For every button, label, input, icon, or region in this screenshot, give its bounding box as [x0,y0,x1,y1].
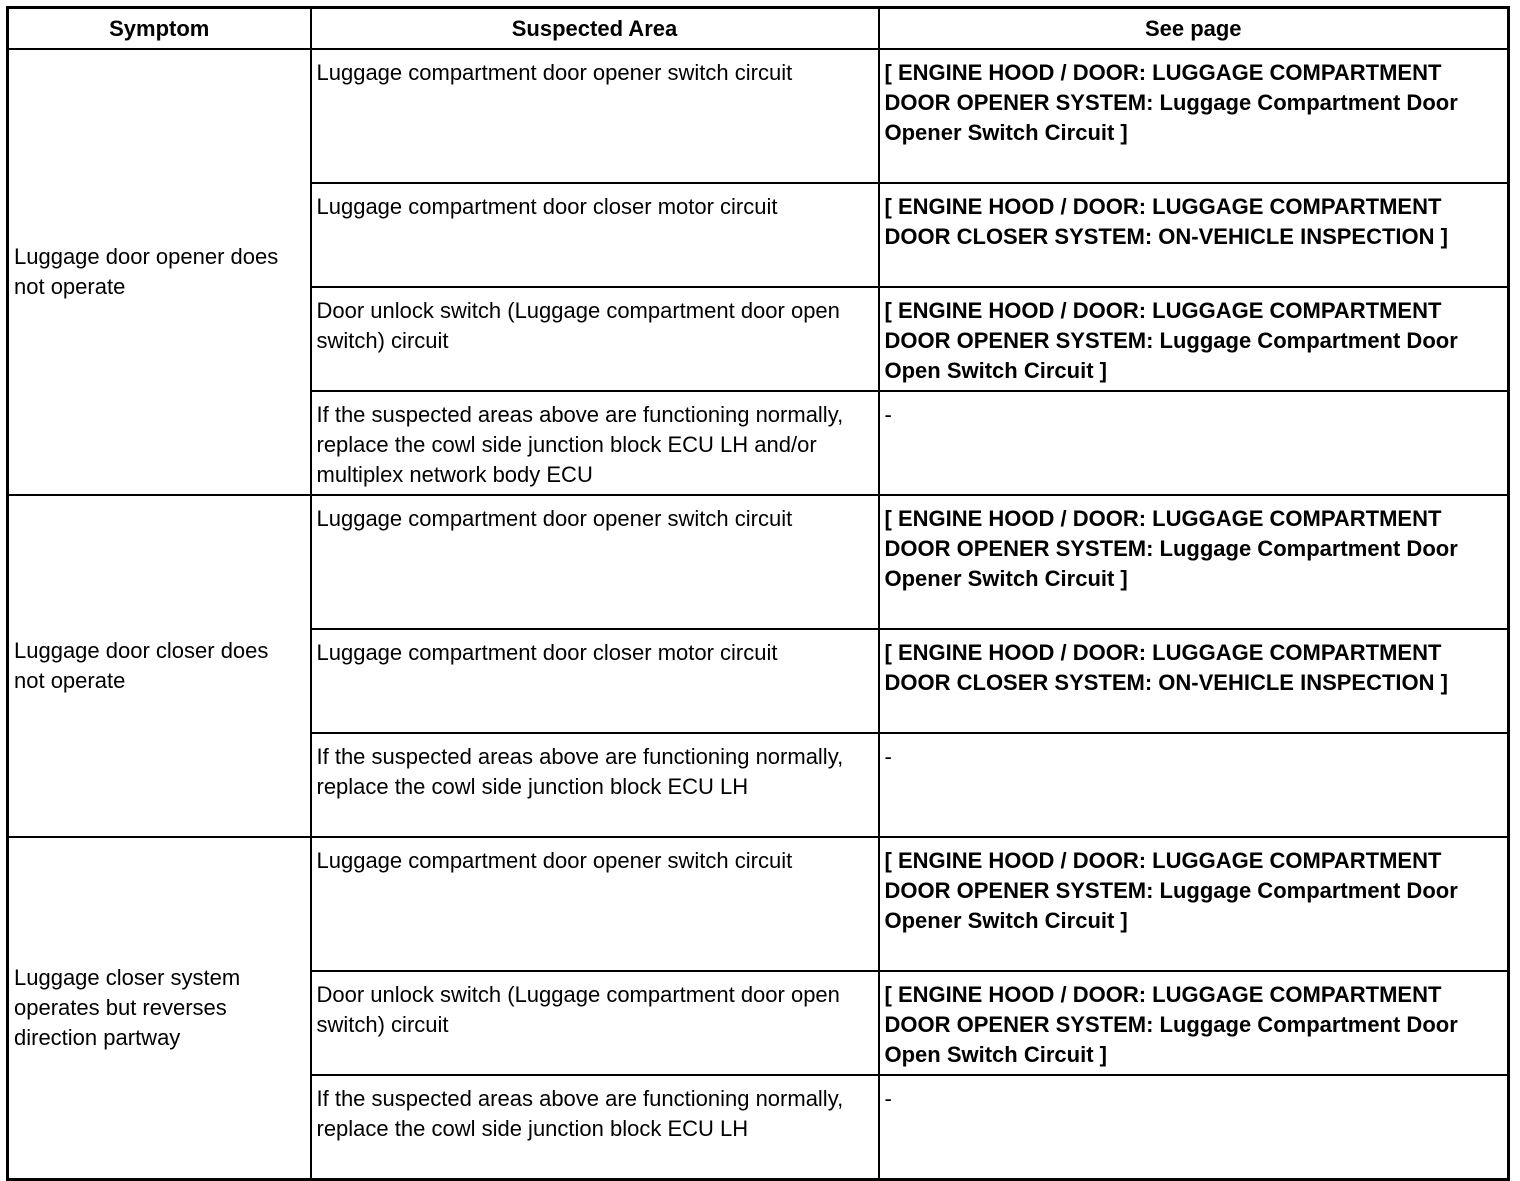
suspected-area-cell: Luggage compartment door closer motor circuit [311,183,879,287]
problem-symptoms-table [6,6,1510,1181]
suspected-area-cell: Luggage compartment door opener switch circuit [311,49,879,183]
suspected-area-cell: Luggage compartment door opener switch circuit [311,837,879,971]
header-see-page: See page [879,8,1509,50]
see-page-link[interactable]: [ ENGINE HOOD / DOOR: LUGGAGE COMPARTMENT DOOR OPENER SYSTEM: Luggage Compartment Door Opener Switch Circuit ] [879,495,1509,629]
header-suspected-area: Suspected Area [311,8,879,50]
table-row [8,49,1509,183]
symptom-cell: Luggage closer system operates but reverses direction partway [8,837,311,1180]
see-page-link[interactable]: [ ENGINE HOOD / DOOR: LUGGAGE COMPARTMENT DOOR CLOSER SYSTEM: ON-VEHICLE INSPECTION ] [879,629,1509,733]
suspected-area-cell: Luggage compartment door opener switch circuit [311,495,879,629]
suspected-area-cell: If the suspected areas above are functioning normally, replace the cowl side junction block ECU LH [311,733,879,837]
see-page-empty: - [879,733,1509,837]
header-row [8,8,1509,50]
see-page-empty: - [879,391,1509,495]
see-page-link[interactable]: [ ENGINE HOOD / DOOR: LUGGAGE COMPARTMENT DOOR OPENER SYSTEM: Luggage Compartment Door Opener Switch Circuit ] [879,49,1509,183]
symptom-cell: Luggage door opener does not operate [8,49,311,495]
see-page-link[interactable]: [ ENGINE HOOD / DOOR: LUGGAGE COMPARTMENT DOOR OPENER SYSTEM: Luggage Compartment Door Open Switch Circuit ] [879,971,1509,1075]
header-symptom: Symptom [8,8,311,50]
see-page-empty: - [879,1075,1509,1180]
see-page-link[interactable]: [ ENGINE HOOD / DOOR: LUGGAGE COMPARTMENT DOOR CLOSER SYSTEM: ON-VEHICLE INSPECTION ] [879,183,1509,287]
symptom-cell: Luggage door closer does not operate [8,495,311,837]
suspected-area-cell: If the suspected areas above are functioning normally, replace the cowl side junction block ECU LH and/or multiplex network body ECU [311,391,879,495]
see-page-link[interactable]: [ ENGINE HOOD / DOOR: LUGGAGE COMPARTMENT DOOR OPENER SYSTEM: Luggage Compartment Door Opener Switch Circuit ] [879,837,1509,971]
suspected-area-cell: Door unlock switch (Luggage compartment door open switch) circuit [311,287,879,391]
suspected-area-cell: Luggage compartment door closer motor circuit [311,629,879,733]
suspected-area-cell: Door unlock switch (Luggage compartment door open switch) circuit [311,971,879,1075]
see-page-link[interactable]: [ ENGINE HOOD / DOOR: LUGGAGE COMPARTMENT DOOR OPENER SYSTEM: Luggage Compartment Door Open Switch Circuit ] [879,287,1509,391]
suspected-area-cell: If the suspected areas above are functioning normally, replace the cowl side junction block ECU LH [311,1075,879,1180]
table-row [8,837,1509,971]
table-row [8,495,1509,629]
